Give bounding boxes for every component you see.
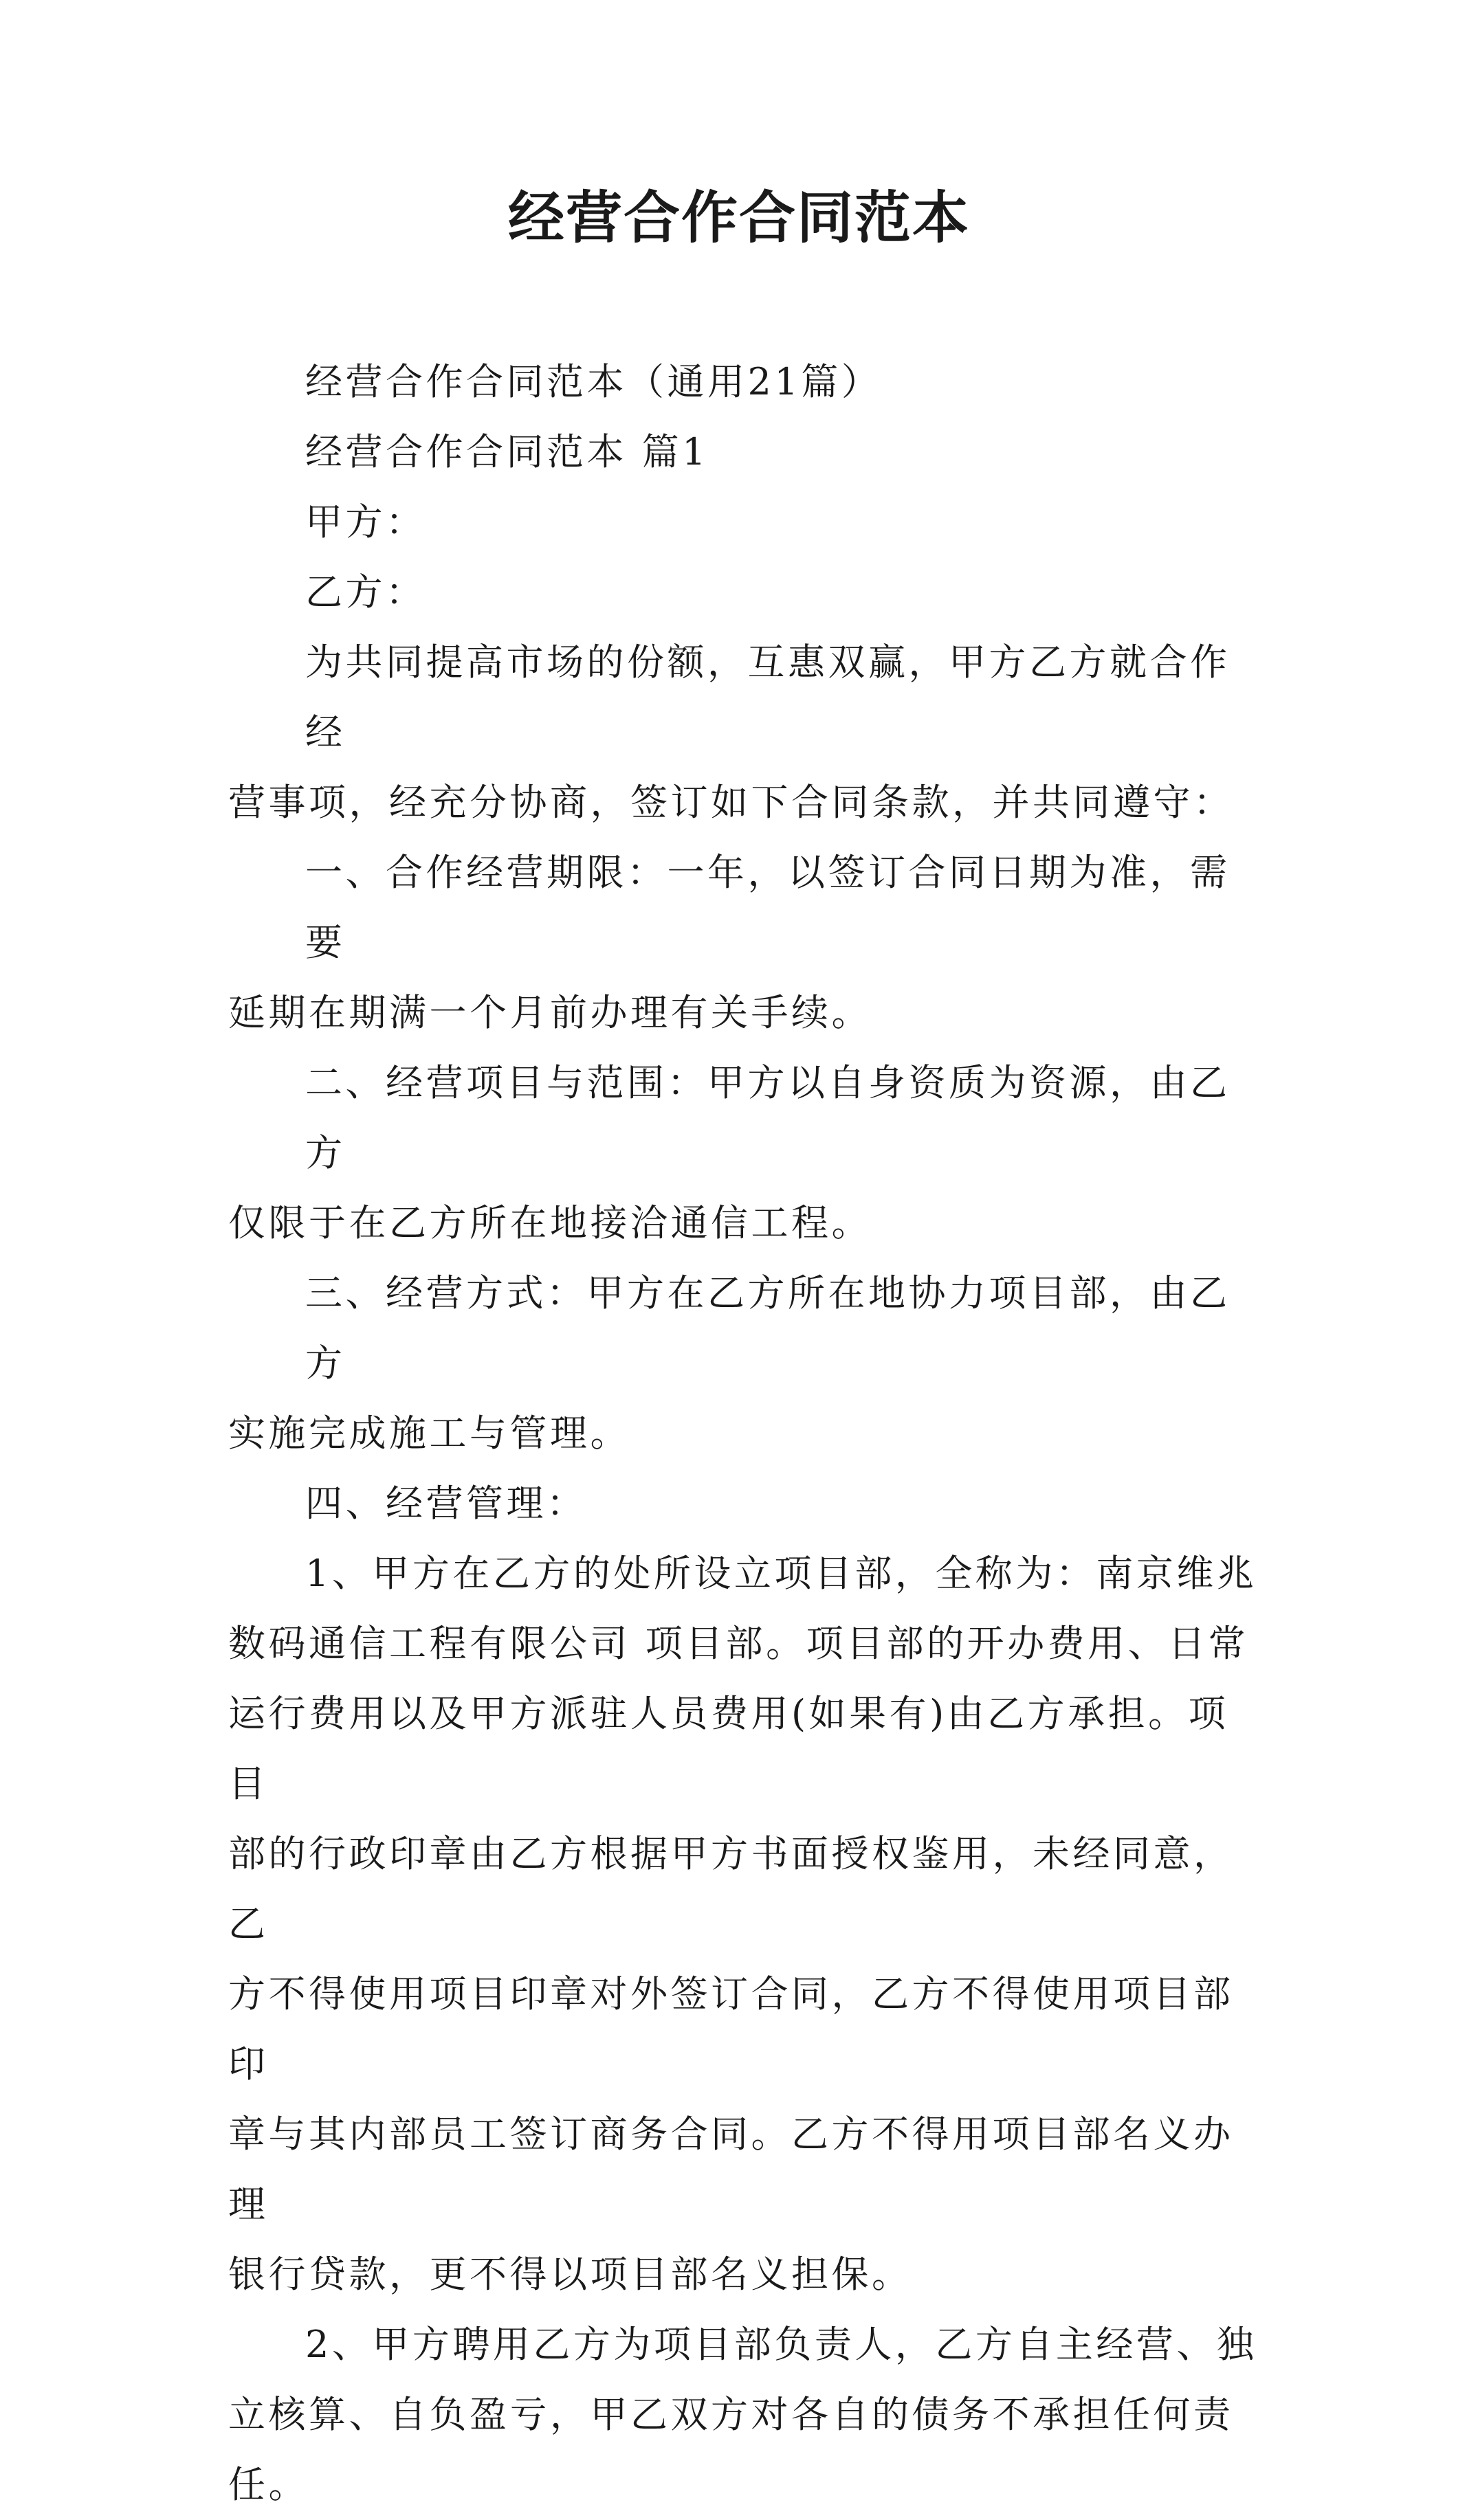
paragraph-line: 三、经营方式：甲方在乙方所在地协力项目部，由乙方 xyxy=(305,1271,1231,1385)
paragraph-line: 为共同提高市场的份额，互惠双赢，甲方乙方就合作经 xyxy=(305,640,1231,754)
paragraph xyxy=(228,627,1266,838)
paragraph-line: 经营合作合同范本（通用21篇） xyxy=(305,360,882,403)
paragraph-line: 数码通信工程有限公司 项目部。项目部的开办费用、日常 xyxy=(228,1622,1249,1665)
paragraph-line: 一、合作经营期限：一年，以签订合同日期为准，需要 xyxy=(305,851,1231,964)
paragraph-line: 四、经营管理： xyxy=(305,1482,587,1525)
paragraph-line: 方不得使用项目印章对外签订合同，乙方不得使用项目部印 xyxy=(228,1972,1234,2086)
paragraph xyxy=(228,1539,1266,2310)
paragraph-line: 章与其内部员工签订商务合同。乙方不得用项目部名义办理 xyxy=(228,2112,1234,2226)
paragraph xyxy=(228,487,1266,557)
paragraph-line: 甲方： xyxy=(305,500,426,544)
paragraph-line: 运行费用以及甲方派驻人员费用(如果有)由乙方承担。项目 xyxy=(228,1692,1229,1805)
paragraph xyxy=(228,1469,1266,1539)
paragraph-line: 1、甲方在乙方的处所设立项目部，全称为：南京维兆 xyxy=(305,1552,1257,1595)
paragraph-line: 部的行政印章由乙方根据甲方书面授权鉴用，未经同意，乙 xyxy=(228,1832,1234,1945)
document-title: 经营合作合同范本 xyxy=(507,185,970,251)
paragraph-line: 银行贷款，更不得以项目部名义担保。 xyxy=(228,2253,912,2296)
paragraph-line: 乙方： xyxy=(305,570,426,614)
paragraph xyxy=(228,2310,1266,2520)
document-body xyxy=(228,347,1266,2520)
paragraph-line: 二、经营项目与范围：甲方以自身资质为资源，由乙方 xyxy=(305,1061,1231,1174)
paragraph xyxy=(228,557,1266,627)
paragraph-line: 2、甲方聘用乙方为项目部负责人，乙方自主经营、独 xyxy=(305,2323,1257,2366)
paragraph-line: 立核算、自负盈亏，甲乙双方对各自的债务不承担任何责任。 xyxy=(228,2393,1234,2506)
paragraph-line: 营事项，经充分协商，签订如下合同条款，并共同遵守： xyxy=(228,781,1234,824)
paragraph-line: 延期在期满一个月前办理有关手续。 xyxy=(228,991,872,1034)
paragraph-line: 实施完成施工与管理。 xyxy=(228,1412,630,1455)
paragraph xyxy=(228,347,1266,417)
paragraph xyxy=(228,1258,1266,1469)
paragraph-line: 仅限于在乙方所在地接洽通信工程。 xyxy=(228,1201,872,1245)
paragraph xyxy=(228,838,1266,1048)
paragraph xyxy=(228,417,1266,487)
paragraph xyxy=(228,1048,1266,1258)
paragraph-line: 经营合作合同范本 篇1 xyxy=(305,430,709,473)
